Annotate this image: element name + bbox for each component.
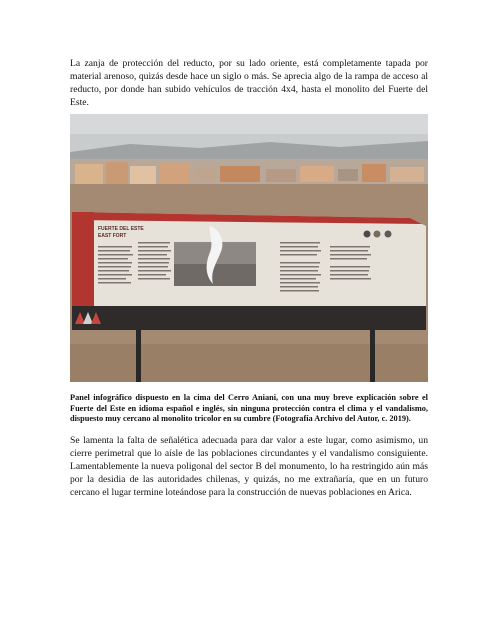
photo-caption: Panel infográfico dispuesto en la cima del Cerro Aniani, con una muy breve explicación sobre el Fuerte del Este en idioma español e inglés, sin ninguna protección contra el clima y el vandalismo, dispuesto muy cercano al monolito tricolor en su cumbre (Fotografía Archivo del Autor, c. 2019). <box>70 393 428 424</box>
board-title-en: EAST FORT <box>98 233 127 239</box>
sign-post-left <box>136 329 141 382</box>
logo-2-icon <box>374 231 381 238</box>
sign-board <box>72 212 426 330</box>
logo-3-icon <box>385 231 392 238</box>
paragraph-intro: La zanja de protección del reducto, por su lado oriente, está completamente tapada por material arenoso, quizás desde hace un siglo o más. Se aprecia algo de la rampa de acceso al reducto, por donde han subido vehículos de tracción 4x4, hasta el monolito del Fuerte del Este. <box>70 58 428 109</box>
logo-1-icon <box>364 231 371 238</box>
sign-post-right <box>370 329 375 382</box>
board-title-es: FUERTE DEL ESTE <box>98 226 144 232</box>
paragraph-conclusion: Se lamenta la falta de señalética adecuada para dar valor a este lugar, como asimismo, un cierre perimetral que lo aísle de las poblaciones circundantes y el vandalismo consiguiente. Lamentablemente la nueva poligonal del sector B del monumento, lo ha restringido aún más por la desidia de las autoridades chilenas, y quizás, no me extrañaría, que en un futuro cercano el lugar termine loteándose para la construcción de nuevas poblaciones en Arica. <box>70 435 428 499</box>
photo-illustration <box>70 114 428 382</box>
photo-infographic-panel <box>70 114 428 382</box>
